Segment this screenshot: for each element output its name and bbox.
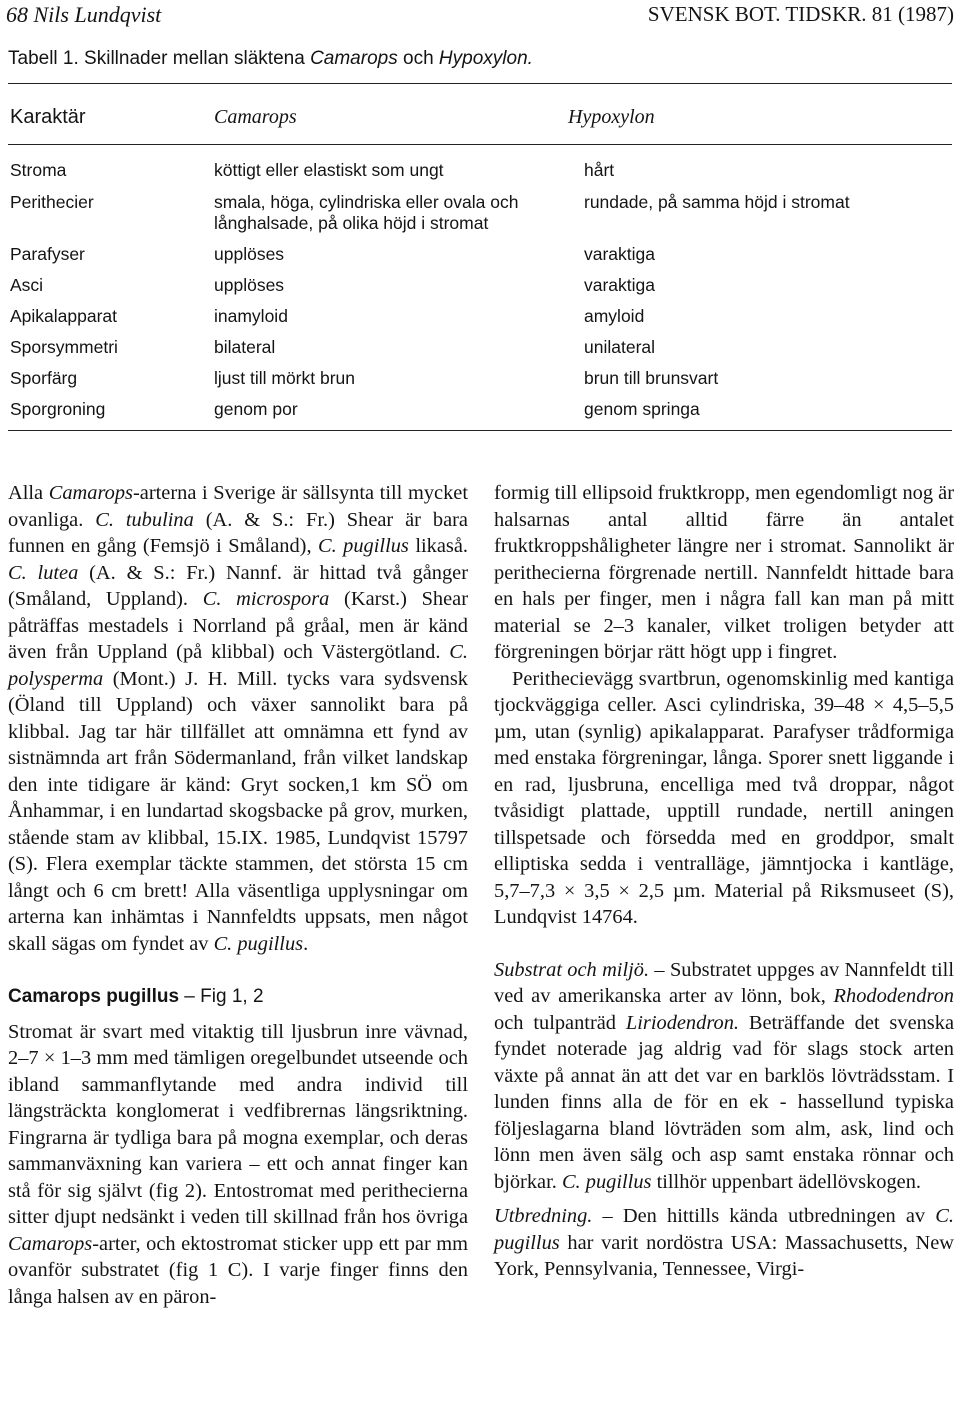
substrate-paragraph: Substrat och miljö. – Substratet uppges av Nannfeldt till ved av amerikanska arter av lönn, bok, Rhododendron och tulpanträd Liriodendron. Beträffande det svenska fyndet noterade jag aldrig vad för slags stock arten växte på annat än att det var en barklös lövträdsstam. I lunden finns alla de för en ek - hassellund typiska följeslagarna bland lövträden som alm, ask, lind och lönn men även sälg och asp samt enstaka rönnar och björkar. C. pugillus tillhör uppenbart ädellövskogen. [494,958,954,1193]
right-column [494,480,954,1283]
row-hypoxylon: amyloid [584,306,645,326]
figure-reference: – Fig 1, 2 [179,986,264,1007]
row-character: Perithecier [10,192,94,212]
row-character: Asci [10,275,44,295]
caption-genus-hypoxylon: Hypoxylon. [438,48,533,69]
section-gap [8,957,468,983]
table-header-camarops: Camarops [214,106,297,128]
row-camarops: genom por [214,399,298,419]
row-camarops: smala, höga, cylindriska eller ovala och långhalsade, på olika höjd i stromat [214,192,519,233]
row-camarops: bilateral [214,337,276,357]
species-name: Camarops pugillus [8,986,180,1007]
row-character: Sporfärg [10,368,78,388]
journal-citation: SVENSK BOT. TIDSKR. 81 (1987) [647,2,954,26]
row-camarops: köttigt eller elastiskt som ungt [214,160,444,180]
morphology-paragraph: formig till ellipsoid fruktkropp, men egendomligt nog är halsarnas antal alltid färre än antalet fruktkroppshåligheter längre ner i stromat. Sannolikt är perithecierna förgrenade nertill. Nannfeldt hittade bara en hals per finger, men i några fall kan man på mitt material se 2–3 kanaler, vilket troligen betyder att förgreningen börjar rätt högt upp i fingret. [494,482,954,663]
row-character: Apikalapparat [10,306,118,326]
species-description: Stromat är svart med vitaktig till ljusbrun inre vävnad, 2–7 × 1–3 mm med tämligen oregelbundet utseende och ibland sammanflytande med andra individ till längsträckta konglomerat i vedfibrernas längsriktning. Fingrarna är tydliga bara på mogna exemplar, och deras sammanväxning kan variera – ett och annat finger kan stå för sig självt (fig 2). Entostromat med perithecierna sitter djupt nedsänkt i veden till skillnad från hos övriga Camarops-arter, och ektostromat sticker upp ett par mm ovanför substratet (fig 1 C). I varje finger finns den långa halsen av en päron- [8,1020,468,1308]
caption-text-mid: och [397,48,439,69]
row-hypoxylon: varaktiga [584,244,656,264]
species-heading [8,983,468,1011]
table-caption [8,48,533,70]
distribution-label: Utbredning. [494,1205,593,1227]
intro-paragraph: Alla Camarops-arterna i Sverige är sällsynta till mycket ovanliga. C. tubulina (A. & S.: Fr.) Shear är bara funnen en gång (Femsjö i Småland), C. pugillus likaså. C. lutea (A. & S.: Fr.) Nannf. är hittad två gånger (Småland, Uppland). C. microspora (Karst.) Shear påträffas mestadels i Norrland på gråal, men är känd även från Uppland (på klibbal) och Västergötland. C. polysperma (Mont.) J. H. Mill. tycks vara sydsvensk (Öland till Uppland) och växer sannolikt bara på klibbal. Jag tar här tillfället att omnämna ett fynd av sistnämnda art från Södermanland, från vilket landskap den inte tidigare är känd: Gryt socken,1 km SÖ om Ånhammar, i en lundartad skogsbacke på grov, murken, stående stam av klibbal, 15.IX. 1985, Lundqvist 15797 (S). Flera exemplar täckte stammen, det största 15 cm långt och 6 cm brett! Alla väsentliga upplysningar om arterna kan inhämtas i Nannfeldts uppsats, men något skall sägas om fyndet av C. pugillus. [8,482,468,955]
row-hypoxylon: varaktiga [584,275,656,295]
row-hypoxylon: rundade, på samma höjd i stromat [584,192,850,212]
substrate-label: Substrat och miljö. [494,958,650,981]
row-hypoxylon: unilateral [584,337,656,357]
table-header-hypoxylon: Hypoxylon [568,106,655,128]
page-number-author: 68 Nils Lundqvist [6,2,162,27]
row-camarops: upplöses [214,244,285,264]
row-character: Sporgroning [10,399,106,419]
table-top-rule [8,83,952,84]
left-column [8,480,468,1310]
row-camarops: upplöses [214,275,285,295]
row-hypoxylon: genom springa [584,399,700,419]
page-header [6,2,954,34]
row-hypoxylon: brun till brunsvart [584,368,719,388]
heading-gap [8,1011,468,1019]
row-character: Sporsymmetri [10,337,118,357]
caption-genus-camarops: Camarops [310,48,398,69]
row-hypoxylon: hårt [584,160,615,180]
caption-text: Tabell 1. Skillnader mellan släktena [8,48,311,69]
row-camarops: inamyloid [214,306,288,326]
section-gap [494,931,954,957]
table-header-character: Karaktär [10,106,86,128]
row-character: Stroma [10,160,67,180]
row-character: Parafyser [10,244,85,264]
table-bottom-rule [8,430,952,431]
table-header-rule [8,144,952,145]
row-camarops: ljust till mörkt brun [214,368,356,388]
distribution-paragraph: Utbredning. – Den hittills kända utbredningen av C. pugillus har varit nordöstra USA: Massachusetts, New York, Pennsylvania, Tennessee, Virgi- [494,1205,954,1280]
paragraph-gap [494,1195,954,1203]
microscopy-paragraph: Perithecievägg svartbrun, ogenomskinlig med kantiga tjockväggiga celler. Asci cylindriska, 39–48 × 4,5–5,5 µm, utan (synlig) apikalapparat. Parafyser trådformiga med enstaka förgreningar, långa. Sporer snett liggande i en rad, ljusbruna, encelliga med två droppar, något tvåsidigt plattade, upptill rundade, nertill aningen tillspetsade och försedda med en groddpor, smalt elliptiska sedda i ventralläge, jämntjocka i kantläge, 5,7–7,3 × 3,5 × 2,5 µm. Material på Riksmuseet (S), Lundqvist 14764. [494,667,954,928]
